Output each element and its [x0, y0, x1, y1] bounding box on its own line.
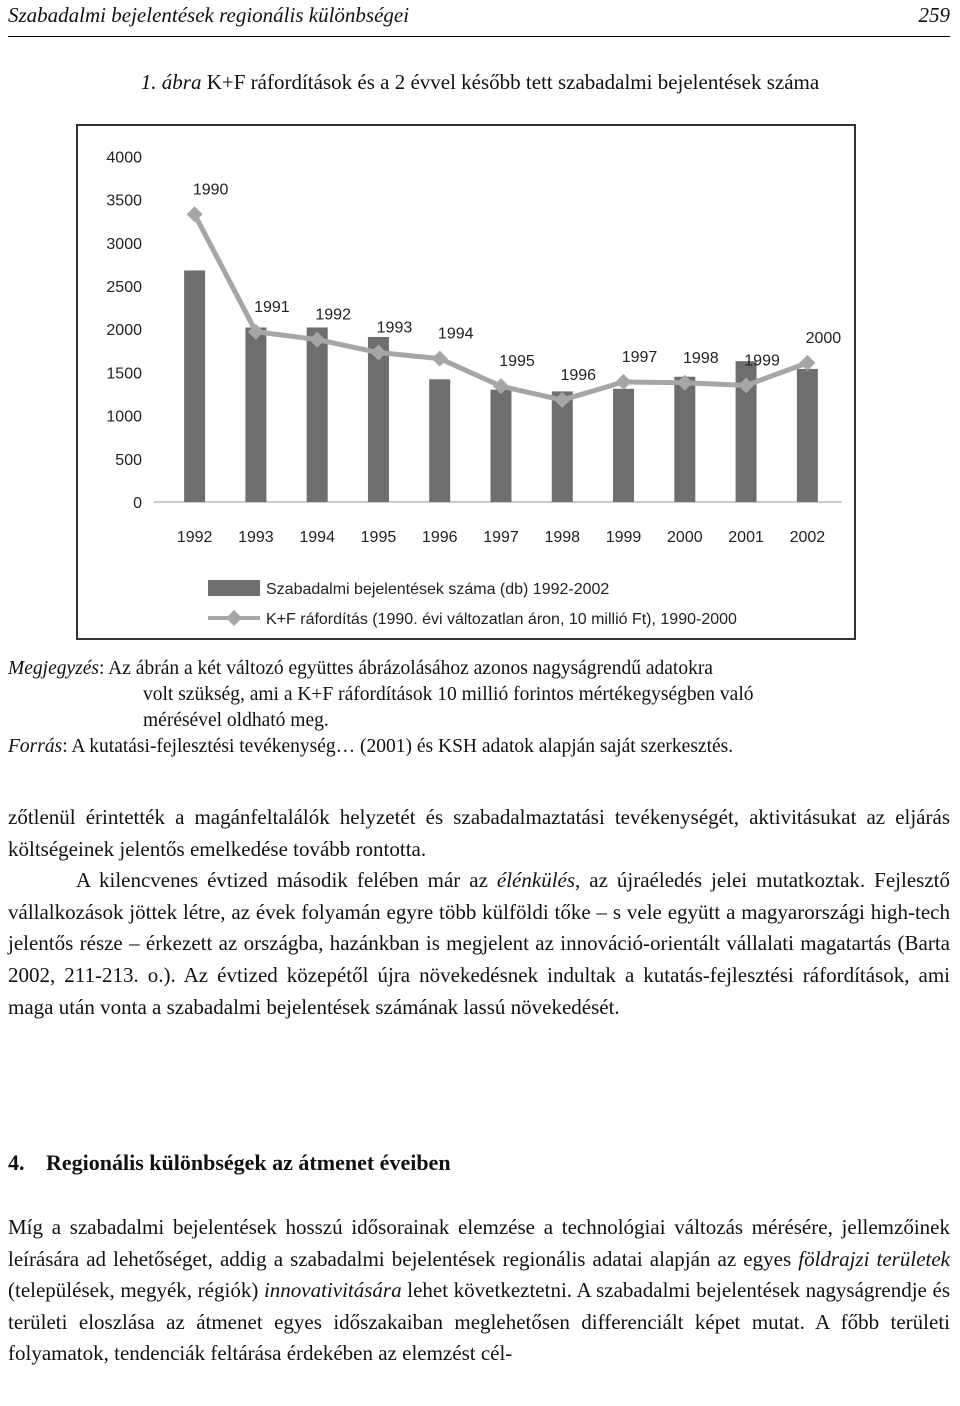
bar: [184, 270, 205, 502]
section-paragraph-1: [8, 1212, 950, 1370]
legend-line-marker: [226, 610, 242, 626]
legend-bar-label: Szabadalmi bejelentések száma (db) 1992-2002: [266, 581, 610, 598]
section-paragraph-part-1: Míg a szabadalmi bejelentések hosszú idősorainak elemzése a technológiai változás mérésére, jellemzőinek leírására ad lehetőséget, addig a szabadalmi bejelentések regionális adatai alapján az egyes: [8, 1215, 950, 1271]
point-label: 1990: [192, 181, 229, 199]
section-number: 4.: [8, 1150, 25, 1175]
point-label: 1999: [744, 352, 780, 370]
figure-label: 1. ábra: [140, 70, 202, 94]
body-text: [8, 802, 950, 1023]
point-label: 1993: [376, 319, 413, 337]
line-point: [616, 374, 632, 390]
y-tick-label: 1000: [106, 408, 142, 426]
x-tick-label: 1998: [544, 529, 581, 546]
x-tick-label: 1992: [176, 529, 213, 546]
chart-frame: [76, 124, 856, 640]
legend-bar-swatch: [208, 580, 260, 596]
section-paragraph-part-3: lehet következtetni. A szabadalmi bejelentések nagyságrendje és területi eloszlása az átmenet egyes időszakaiban meglehetősen differenciált képet mutat. A főbb területi folyamatok, tendenciák feltárása érdekében az elemzést cél-: [8, 1278, 950, 1366]
section-heading: [8, 1150, 451, 1176]
x-tick-label: 2001: [728, 529, 764, 546]
bar: [368, 337, 389, 502]
chart: [78, 126, 854, 638]
note-line-3: mérésével oldható meg.: [143, 710, 329, 731]
x-tick-label: 2002: [789, 529, 826, 546]
x-tick-label: 1996: [421, 529, 458, 546]
line-point: [799, 355, 815, 371]
figure-caption: [0, 70, 960, 95]
x-tick-label: 1999: [605, 529, 642, 546]
x-tick-label: 1997: [483, 529, 519, 546]
x-tick-label: 1993: [238, 529, 274, 546]
running-title: Szabadalmi bejelentések regionális különbségei: [8, 3, 410, 27]
source-label: Forrás: [8, 736, 63, 757]
section-paragraph-emphasis-2: innovativitására: [263, 1278, 402, 1303]
section-paragraph-part-2: (települések, megyék, régiók): [8, 1278, 264, 1303]
y-tick-label: 3500: [106, 192, 142, 210]
figure-note: [8, 656, 950, 760]
bar: [307, 327, 328, 502]
running-header: [8, 0, 950, 37]
section-title: Regionális különbségek az átmenet éveiben: [46, 1150, 451, 1175]
point-label: 1997: [621, 348, 658, 366]
note-line-1: : Az ábrán a két változó együttes ábrázolásához azonos nagyságrendű adatokra: [98, 658, 713, 679]
bar: [674, 377, 695, 502]
section-body: [8, 1212, 950, 1370]
paragraph-1: zőtlenül érintették a magánfeltalálók helyzetét és szabadalmaztatási tevékenységét, aktivitásukat az eljárás költségeinek jelentős emelkedése tovább rontotta.: [8, 805, 950, 861]
paragraph-2-emphasis: élénkülés: [496, 868, 576, 893]
x-tick-label: 1995: [360, 529, 397, 546]
figure-caption-text: K+F ráfordítások és a 2 évvel később tett szabadalmi bejelentések száma: [206, 70, 820, 94]
bar: [429, 379, 450, 502]
point-label: 1992: [315, 306, 351, 324]
page-number: 259: [918, 3, 950, 27]
bar: [797, 369, 818, 502]
point-label: 1994: [437, 325, 474, 343]
point-label: 2000: [805, 329, 842, 347]
y-tick-label: 0: [133, 495, 142, 512]
x-tick-label: 2000: [667, 529, 703, 546]
point-label: 1991: [254, 298, 290, 316]
note-label: Megjegyzés: [8, 658, 99, 679]
y-tick-label: 4000: [106, 149, 142, 167]
bar: [613, 389, 634, 502]
x-tick-label: 1994: [299, 529, 335, 546]
legend-line-label: K+F ráfordítás (1990. évi változatlan áron, 10 millió Ft), 1990-2000: [266, 611, 737, 628]
paragraph-2-part-1: A kilencvenes évtized második felében már az: [76, 868, 497, 893]
source-text: : A kutatási-fejlesztési tevékenység… (2001) és KSH adatok alapján saját szerkesztés.: [62, 736, 734, 757]
y-tick-label: 2000: [106, 322, 142, 340]
y-tick-label: 3000: [106, 235, 142, 253]
line-point: [432, 351, 448, 367]
section-paragraph-emphasis-1: földrajzi területek: [798, 1246, 950, 1271]
point-label: 1998: [683, 349, 719, 367]
y-tick-label: 500: [115, 451, 142, 469]
paragraph-2: [8, 865, 950, 1023]
point-label: 1995: [499, 353, 535, 371]
note-line-2: volt szükség, ami a K+F ráfordítások 10 millió forintos mértékegységben való: [143, 684, 754, 705]
y-tick-label: 1500: [106, 365, 142, 383]
bar: [491, 390, 512, 502]
bar: [245, 327, 266, 502]
point-label: 1996: [560, 367, 597, 385]
paragraph-2-part-2: , az újraéledés jelei mutatkoztak. Fejlesztő vállalkozások jöttek létre, az évek folyamán egyre több külföldi tőke – s vele együtt a magyarországi high-tech jelentős része – érkezett az országba, hazánkban is megjelent az innováció-orientált vállalati magatartás (Barta 2002, 211-213. o.). Az évtized közepétől újra növekedésnek indultak a kutatás-fejlesztési ráfordítások, ami maga után vonta a szabadalmi bejelentések számának lassú növekedését.: [8, 868, 950, 1019]
y-tick-label: 2500: [106, 279, 142, 296]
